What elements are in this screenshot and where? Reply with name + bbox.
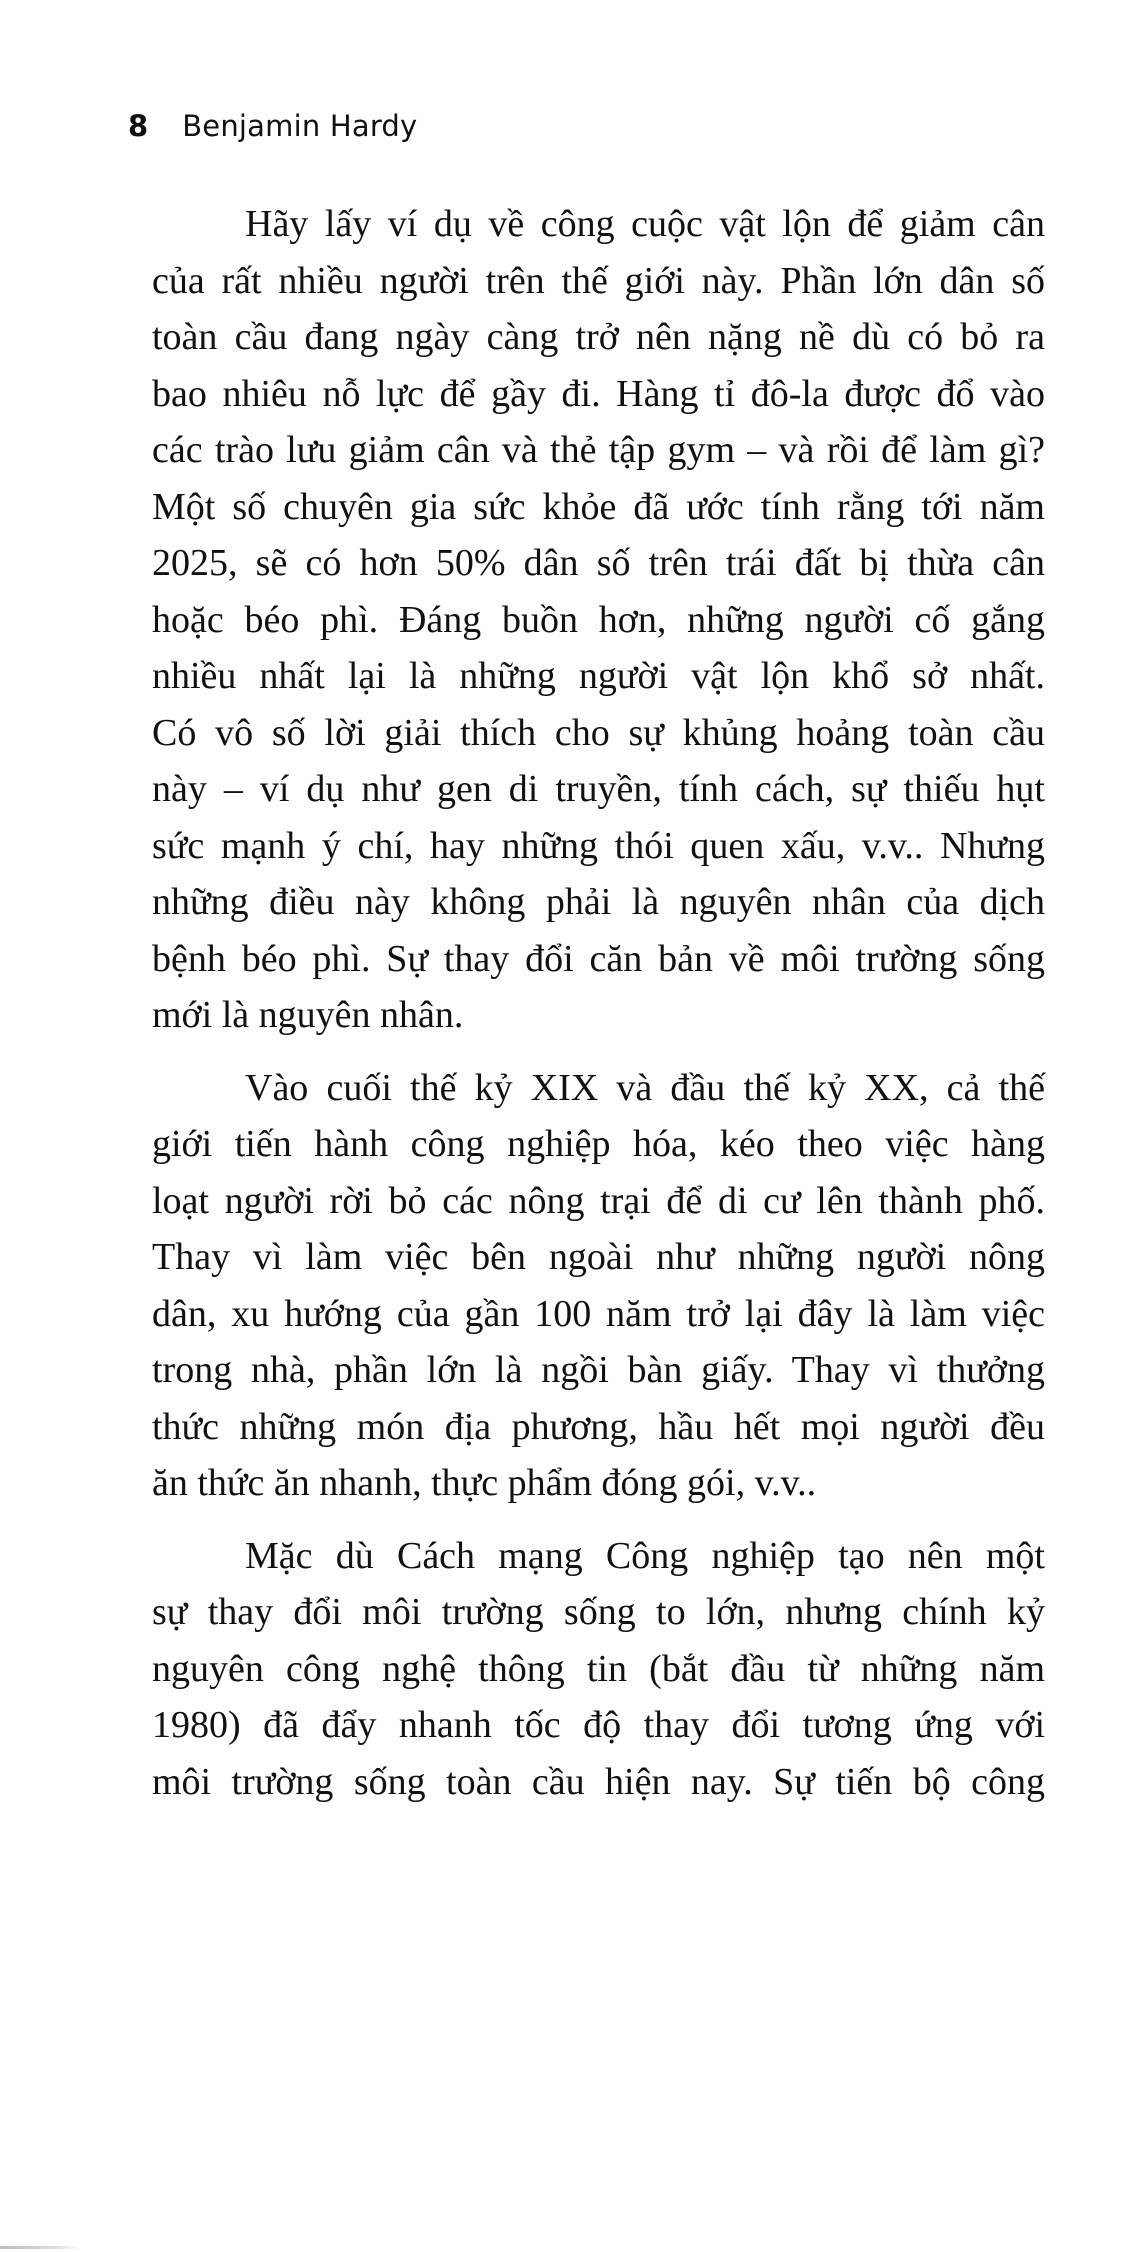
text-line: Thay vì làm việc bên ngoài như những người nông — [152, 1236, 1045, 1278]
body-text — [152, 196, 1045, 1810]
text-line: những điều này không phải là nguyên nhân của dịch — [152, 881, 1045, 923]
text-line: mới là nguyên nhân. — [152, 994, 464, 1036]
text-line: nguyên công nghệ thông tin (bắt đầu từ những năm — [152, 1647, 1045, 1690]
text-line: của rất nhiều người trên thế giới này. Phần lớn dân số — [152, 259, 1045, 302]
text-line: thức những món địa phương, hầu hết mọi người đều — [152, 1405, 1045, 1448]
text-line: Hãy lấy ví dụ về công cuộc vật lộn để giảm cân — [245, 203, 1045, 245]
text-line: bệnh béo phì. Sự thay đổi căn bản về môi trường sống — [152, 937, 1045, 980]
text-line: Một số chuyên gia sức khỏe đã ước tính rằng tới năm — [152, 485, 1045, 528]
text-line: Vào cuối thế kỷ XIX và đầu thế kỷ XX, cả thế — [245, 1066, 1045, 1109]
text-line: sức mạnh ý chí, hay những thói quen xấu, v.v.. Nhưng — [152, 824, 1045, 867]
text-line: trong nhà, phần lớn là ngồi bàn giấy. Thay vì thưởng — [152, 1349, 1045, 1391]
author-name: Benjamin Hardy — [182, 109, 418, 143]
text-line: nhiều nhất lại là những người vật lộn khổ sở nhất. — [152, 655, 1045, 697]
text-line: bao nhiêu nỗ lực để gầy đi. Hàng tỉ đô-la được đổ vào — [152, 372, 1045, 415]
text-line: các trào lưu giảm cân và thẻ tập gym – và rồi để làm gì? — [152, 429, 1045, 471]
page-number: 8 — [128, 109, 149, 143]
paragraph-3 — [152, 1528, 1045, 1811]
text-line: Có vô số lời giải thích cho sự khủng hoảng toàn cầu — [152, 711, 1045, 754]
text-line: môi trường sống toàn cầu hiện nay. Sự tiến bộ công — [152, 1760, 1045, 1803]
text-line: ăn thức ăn nhanh, thực phẩm đóng gói, v.v.. — [152, 1462, 817, 1504]
text-line: giới tiến hành công nghiệp hóa, kéo theo việc hàng — [152, 1123, 1045, 1165]
scan-edge-artifact — [0, 2246, 80, 2249]
text-line: 2025, sẽ có hơn 50% dân số trên trái đất bị thừa cân — [152, 542, 1045, 584]
text-line: Mặc dù Cách mạng Công nghiệp tạo nên một — [245, 1534, 1045, 1577]
running-header — [128, 104, 417, 148]
text-line: toàn cầu đang ngày càng trở nên nặng nề dù có bỏ ra — [152, 316, 1045, 358]
text-line: này – ví dụ như gen di truyền, tính cách, sự thiếu hụt — [152, 768, 1045, 810]
text-line: dân, xu hướng của gần 100 năm trở lại đây là làm việc — [152, 1292, 1045, 1335]
paragraph-2 — [152, 1060, 1045, 1512]
text-line: loạt người rời bỏ các nông trại để di cư lên thành phố. — [152, 1179, 1045, 1222]
paragraph-1 — [152, 196, 1045, 1044]
text-line: 1980) đã đẩy nhanh tốc độ thay đổi tương ứng với — [152, 1704, 1045, 1746]
text-line: sự thay đổi môi trường sống to lớn, nhưng chính kỷ — [152, 1591, 1045, 1633]
text-line: hoặc béo phì. Đáng buồn hơn, những người cố gắng — [152, 598, 1045, 641]
